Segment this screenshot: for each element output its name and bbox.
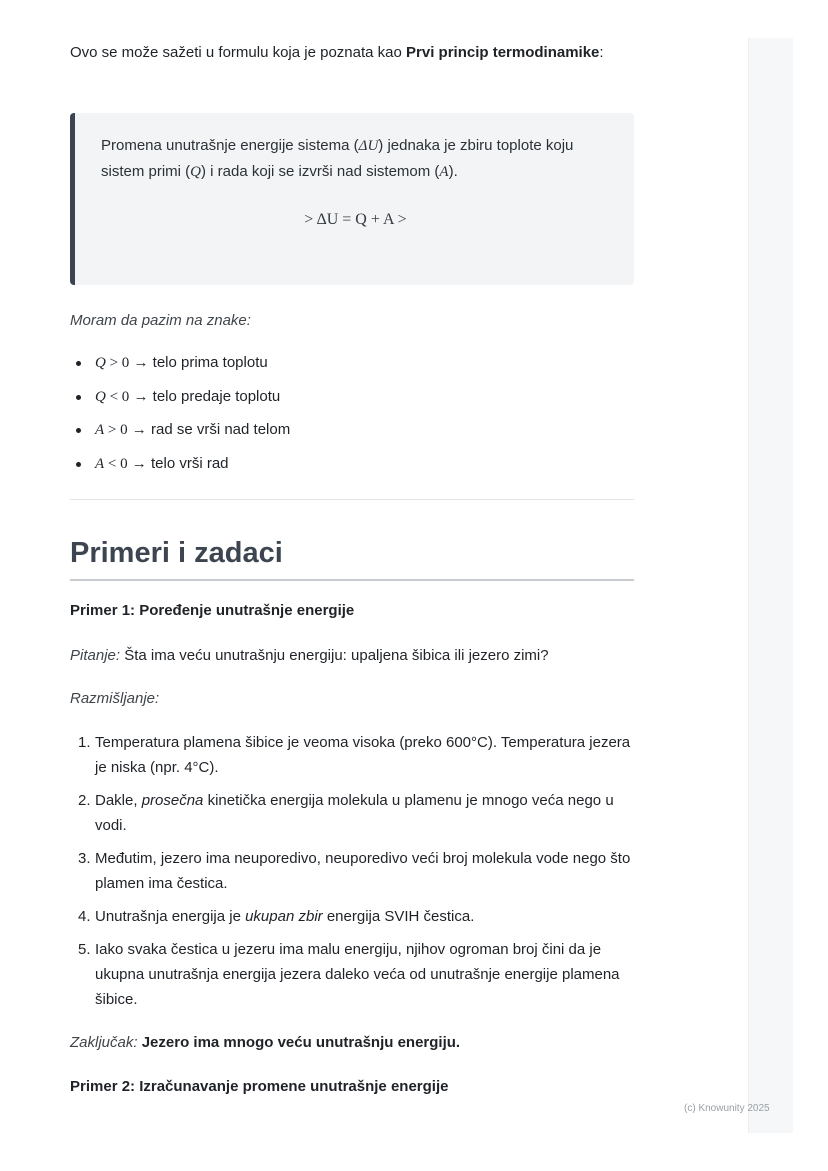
horizontal-divider [70,499,634,500]
signs-heading: Moram da pazim na znake: [70,312,251,329]
quote-text: ). [448,163,458,180]
copyright-notice: (c) Knowunity 2025 [684,1103,770,1114]
sign-symbol: Q [95,355,106,371]
conclusion-label: Zaključak: [70,1034,138,1051]
list-item [70,350,634,384]
sign-meaning: → telo predaje toplotu [129,387,281,405]
first-law-formula: > ΔU = Q + A > [304,211,407,228]
example1-question [70,643,634,669]
list-item [70,937,634,1012]
question-label: Pitanje: [70,647,121,664]
step-number: 3. [78,850,91,867]
quote-text: ) i rada koji se izvrši nad sistemom ( [201,163,440,180]
list-item [70,417,634,451]
quote-text: ) jednaka je zbiru toplote koju [378,137,574,154]
sign-meaning: → telo prima toplotu [129,354,268,371]
list-item [70,904,634,929]
sign-expression: < 0 [104,455,128,472]
right-margin-panel [748,38,793,1133]
step-number: 4. [78,908,91,925]
quote-text: sistem primi ( [101,163,191,180]
conclusion-text: Jezero ima mnogo veću unutrašnju energiju. [141,1034,461,1051]
intro-paragraph [70,40,634,66]
sign-expression: > 0 [104,422,128,438]
section-title: Primeri i zadaci [70,537,283,569]
section-title-underline [70,579,634,581]
sign-meaning: → rad se vrši nad telom [127,421,291,438]
signs-list [70,350,634,484]
list-item [70,788,634,838]
step-text: Dakle, [95,792,142,809]
step-emphasis: prosečna [141,792,204,809]
step-text: Unutrašnja energija je [95,908,246,925]
list-item [70,384,634,418]
first-law-term: Prvi princip termodinamike [406,44,600,61]
example1-title: Primer 1: Poređenje unutrašnje energije [70,602,355,619]
step-text: Međutim, jezero ima neuporedivo, neuporedivo veći broj molekula vode nego što plamen ima čestica. [95,850,631,892]
reasoning-label: Razmišljanje: [70,690,160,707]
q-symbol: Q [190,164,202,180]
example1-conclusion [70,1030,634,1056]
step-number: 5. [78,941,91,958]
list-item [70,451,634,485]
step-emphasis: ukupan zbir [245,908,323,925]
quote-line-2 [101,159,610,185]
step-number: 2. [78,792,91,809]
reasoning-steps [70,730,634,1020]
list-item [70,730,634,780]
intro-colon: : [599,44,604,61]
sign-expression: < 0 [105,388,130,405]
a-symbol: A [439,164,449,180]
quote-line-1 [101,133,610,159]
list-item [70,846,634,896]
step-text: Iako svaka čestica u jezeru ima malu energiju, njihov ogroman broj čini da je ukupna unutrašnja energija jezera daleko veća od unutrašnje energije plamena šibice. [95,941,620,1008]
question-text: Šta ima veću unutrašnju energiju: upaljena šibica ili jezero zimi? [120,647,549,664]
example2-title: Primer 2: Izračunavanje promene unutrašnje energije [70,1078,449,1095]
step-text: Temperatura plamena šibice je veoma visoka (preko 600°C). Temperatura jezera je niska (npr. 4°C). [95,734,631,776]
step-text: energija SVIH čestica. [322,908,475,925]
step-text: kinetička energija molekula u plamenu je mnogo veća nego u vodi. [95,792,614,834]
delta-u-symbol: ΔU [358,138,379,154]
sign-expression: > 0 [105,355,130,371]
step-number: 1. [78,734,91,751]
sign-symbol: A [95,455,105,472]
intro-text: Ovo se može sažeti u formulu koja je poznata kao [70,44,407,61]
sign-symbol: Q [95,388,106,405]
first-law-blockquote [70,113,634,285]
sign-symbol: A [95,422,105,438]
quote-text: Promena unutrašnje energije sistema ( [101,137,359,154]
sign-meaning: → telo vrši rad [127,454,229,472]
